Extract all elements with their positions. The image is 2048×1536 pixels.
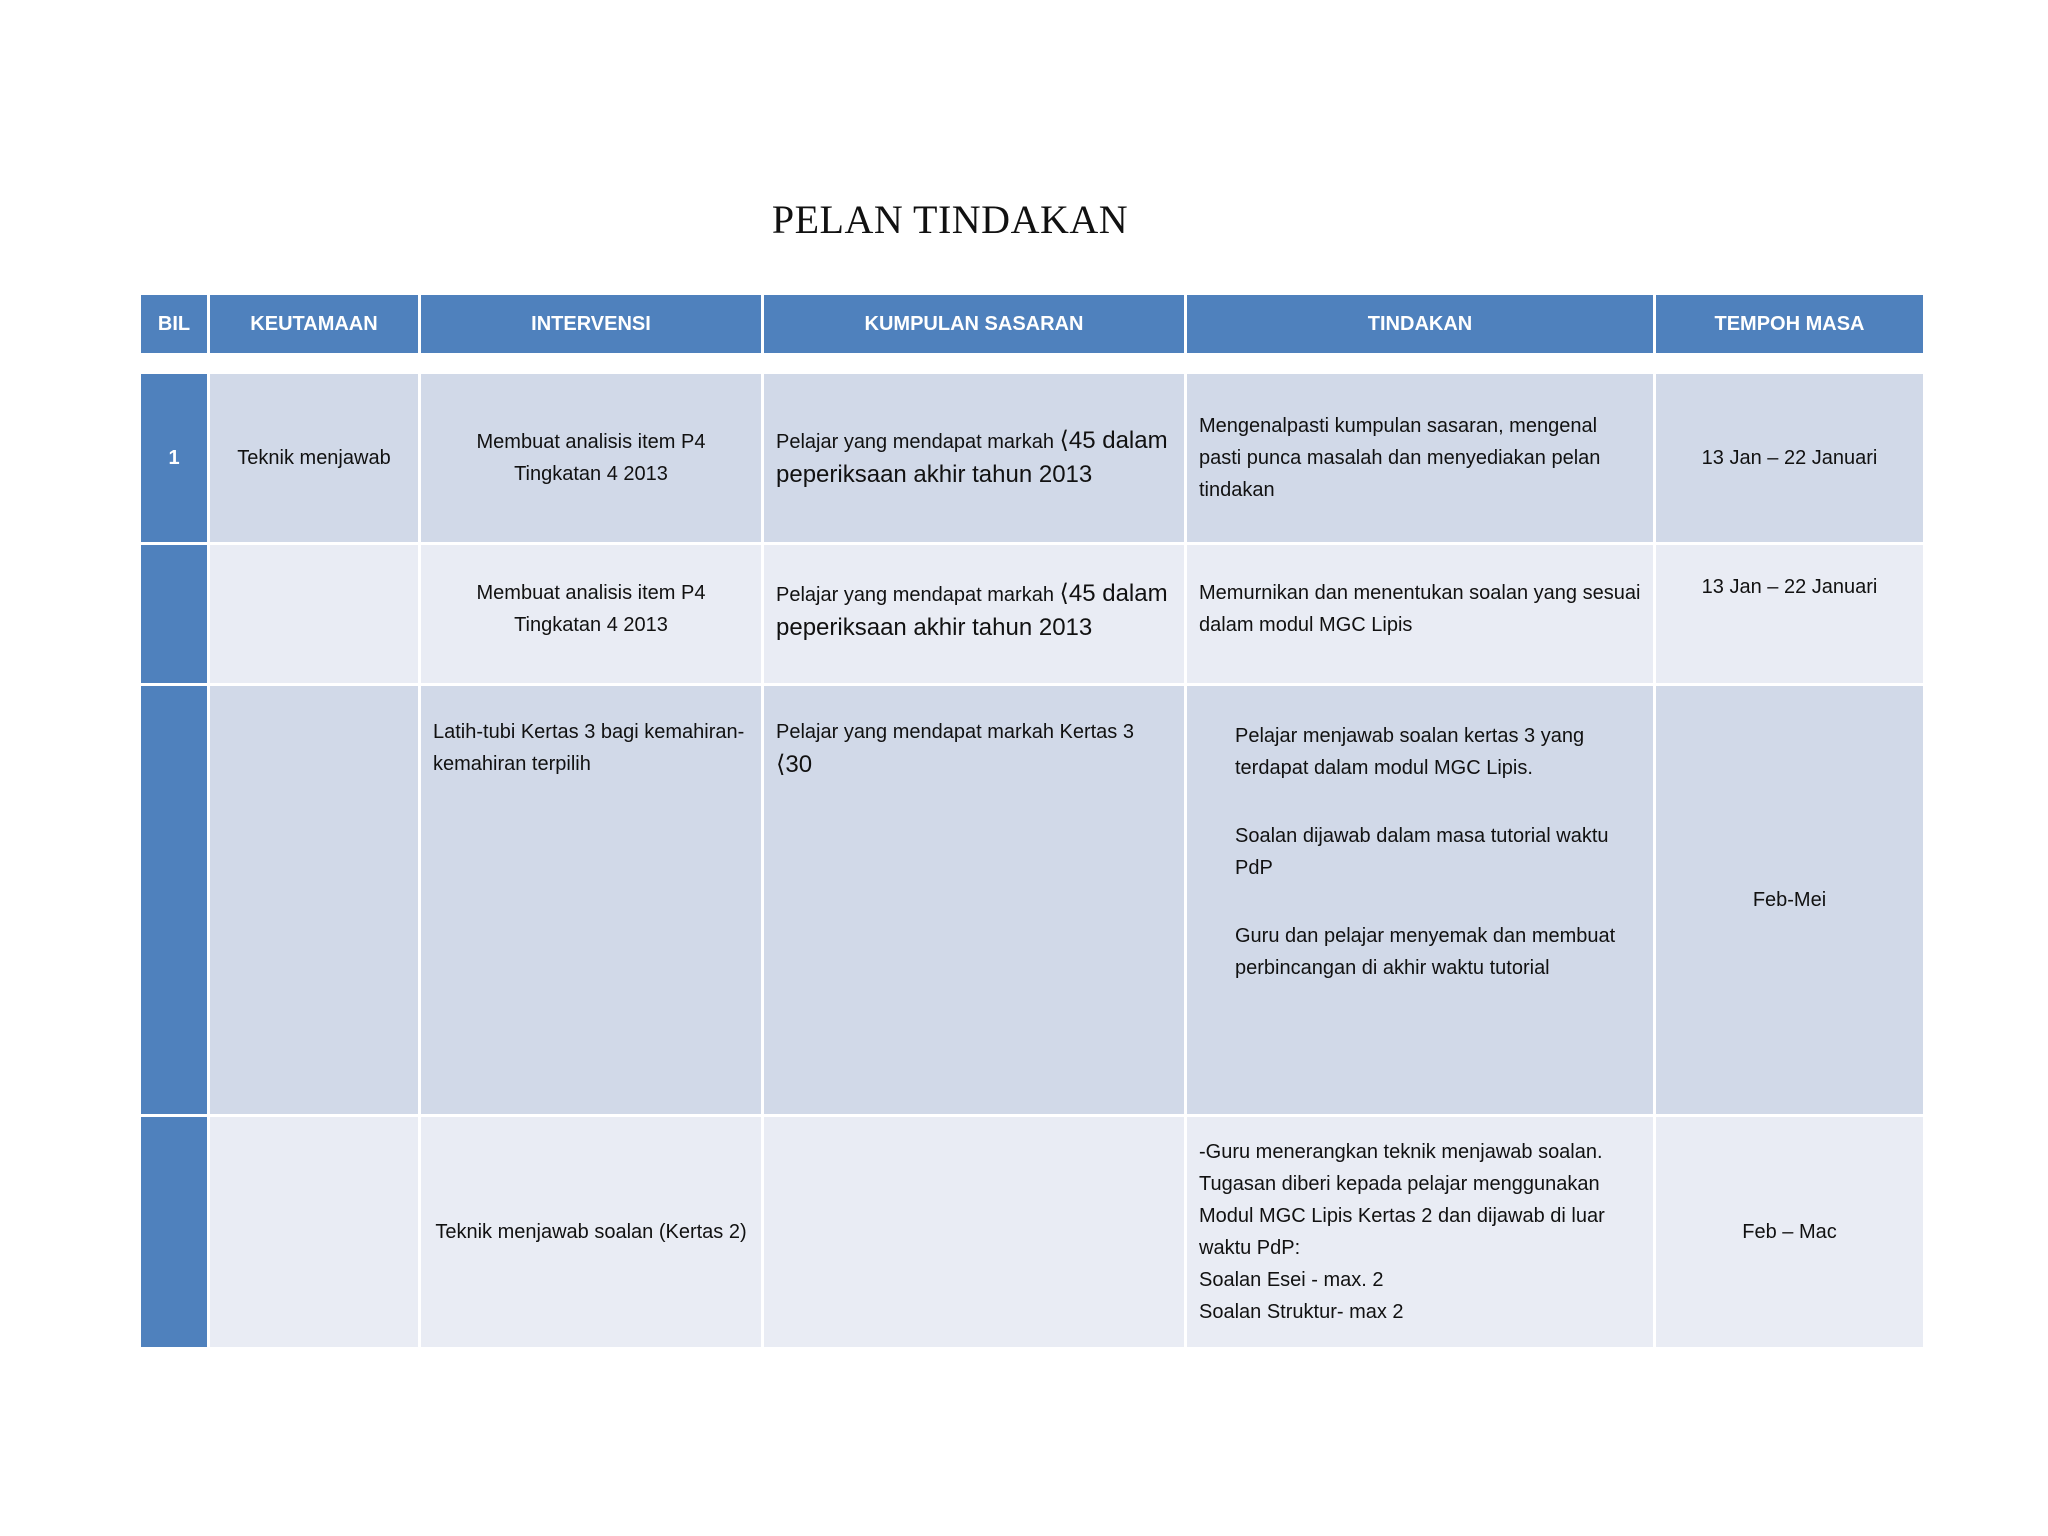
sasaran-text-a: Pelajar yang mendapat markah <box>776 431 1060 453</box>
cell-tindakan <box>1187 1117 1653 1347</box>
sasaran-text-b: ⟨45 dalam peperiksaan akhir tahun 2013 <box>776 580 1168 641</box>
cell-tindakan <box>1187 686 1653 1114</box>
cell-tempoh-masa: Feb-Mei <box>1656 686 1923 1114</box>
table-row <box>141 1117 1923 1347</box>
header-kumpulan-sasaran: KUMPULAN SASARAN <box>764 295 1184 353</box>
cell-kumpulan-sasaran <box>764 374 1184 542</box>
cell-tempoh-masa: 13 Jan – 22 Januari <box>1656 374 1923 542</box>
table-row <box>141 686 1923 1114</box>
cell-keutamaan <box>210 545 418 683</box>
table-header-row <box>141 295 1923 353</box>
cell-kumpulan-sasaran <box>764 1117 1184 1347</box>
cell-kumpulan-sasaran <box>764 686 1184 1114</box>
tindakan-line: Modul MGC Lipis Kertas 2 dan dijawab di luar <box>1199 1205 1605 1227</box>
tindakan-line: -Guru menerangkan teknik menjawab soalan. <box>1199 1141 1603 1163</box>
page-title: PELAN TINDAKAN <box>771 197 1129 242</box>
header-tindakan: TINDAKAN <box>1187 295 1653 353</box>
header-intervensi: INTERVENSI <box>421 295 761 353</box>
header-tempoh-masa: TEMPOH MASA <box>1656 295 1923 353</box>
cell-kumpulan-sasaran <box>764 545 1184 683</box>
cell-tindakan: Memurnikan dan menentukan soalan yang sesuai dalam modul MGC Lipis <box>1187 545 1653 683</box>
sasaran-text-a: Pelajar yang mendapat markah Kertas 3 <box>776 721 1134 743</box>
cell-bil <box>141 686 207 1114</box>
tindakan-paragraph: Soalan dijawab dalam masa tutorial waktu PdP <box>1235 825 1609 879</box>
cell-tempoh-masa: Feb – Mac <box>1656 1117 1923 1347</box>
cell-bil <box>141 1117 207 1347</box>
cell-intervensi: Membuat analisis item P4 Tingkatan 4 2013 <box>421 374 761 542</box>
sasaran-text-b: ⟨30 <box>776 751 813 778</box>
sasaran-text-a: Pelajar yang mendapat markah <box>776 584 1060 606</box>
cell-keutamaan <box>210 1117 418 1347</box>
cell-keutamaan <box>210 686 418 1114</box>
header-keutamaan: KEUTAMAAN <box>210 295 418 353</box>
tindakan-paragraph: Pelajar menjawab soalan kertas 3 yang terdapat dalam modul MGC Lipis. <box>1235 725 1585 779</box>
action-plan-table <box>138 292 1926 1350</box>
cell-tindakan: Mengenalpasti kumpulan sasaran, mengenal pasti punca masalah dan menyediakan pelan tindakan <box>1187 374 1653 542</box>
header-bil: BIL <box>141 295 207 353</box>
tindakan-line: Soalan Esei - max. 2 <box>1199 1269 1384 1291</box>
tindakan-paragraph: Guru dan pelajar menyemak dan membuat perbincangan di akhir waktu tutorial <box>1235 925 1616 979</box>
sasaran-text-b: ⟨45 dalam peperiksaan akhir tahun 2013 <box>776 427 1168 488</box>
tindakan-line: Soalan Struktur- max 2 <box>1199 1301 1404 1323</box>
cell-intervensi: Latih-tubi Kertas 3 bagi kemahiran-kemahiran terpilih <box>421 686 761 1114</box>
tindakan-line: waktu PdP: <box>1199 1237 1301 1259</box>
cell-keutamaan: Teknik menjawab <box>210 374 418 542</box>
table-row <box>141 545 1923 683</box>
cell-bil <box>141 545 207 683</box>
cell-tempoh-masa: 13 Jan – 22 Januari <box>1656 545 1923 683</box>
cell-intervensi: Membuat analisis item P4 Tingkatan 4 2013 <box>421 545 761 683</box>
table-row <box>141 374 1923 542</box>
tindakan-line: Tugasan diberi kepada pelajar menggunakan <box>1199 1173 1600 1195</box>
cell-bil: 1 <box>141 374 207 542</box>
cell-intervensi: Teknik menjawab soalan (Kertas 2) <box>421 1117 761 1347</box>
